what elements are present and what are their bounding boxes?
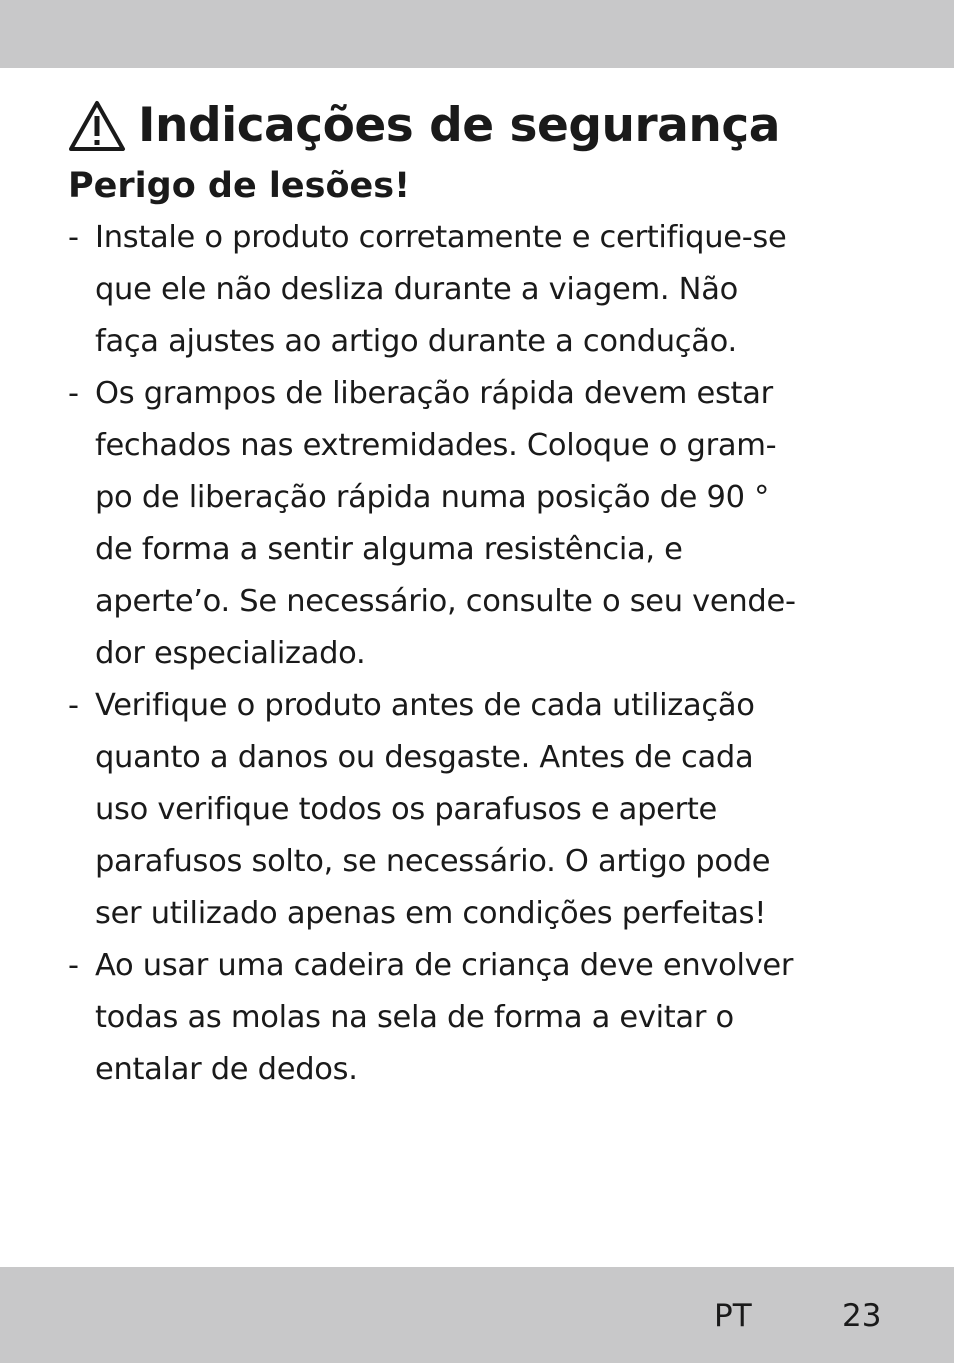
text-line: parafusos solto, se necessário. O artigo pode bbox=[95, 844, 771, 879]
list-dash: - bbox=[68, 688, 79, 723]
text-line: Ao usar uma cadeira de criança deve envolver bbox=[95, 948, 794, 983]
text-line: que ele não desliza durante a viagem. Não bbox=[95, 272, 738, 307]
text-line: quanto a danos ou desgaste. Antes de cada bbox=[95, 740, 754, 775]
page-number: 23 bbox=[842, 1298, 882, 1334]
footer-band bbox=[0, 1267, 954, 1363]
text-line: fechados nas extremidades. Coloque o gram- bbox=[95, 428, 777, 463]
list-dash: - bbox=[68, 948, 79, 983]
safety-section bbox=[68, 92, 888, 1096]
page-title bbox=[68, 92, 888, 160]
list-dash: - bbox=[68, 220, 79, 255]
text-line: Instale o produto corretamente e certifique-se bbox=[95, 220, 787, 255]
top-band bbox=[0, 0, 954, 68]
section-subtitle: Perigo de lesões! bbox=[68, 166, 411, 206]
safety-list bbox=[68, 212, 888, 1096]
list-item bbox=[68, 212, 888, 368]
text-line: Verifique o produto antes de cada utilização bbox=[95, 688, 755, 723]
text-line: todas as molas na sela de forma a evitar o bbox=[95, 1000, 734, 1035]
footer-language: PT bbox=[714, 1298, 752, 1334]
list-item bbox=[68, 368, 888, 680]
text-line: de forma a sentir alguma resistência, e bbox=[95, 532, 683, 567]
page-title-text: Indicações de segurança bbox=[138, 98, 780, 153]
text-line: entalar de dedos. bbox=[95, 1052, 358, 1087]
warning-triangle-icon bbox=[68, 100, 126, 152]
list-item bbox=[68, 680, 888, 940]
text-line: ser utilizado apenas em condições perfeitas! bbox=[95, 896, 767, 931]
list-item bbox=[68, 940, 888, 1096]
text-line: faça ajustes ao artigo durante a condução. bbox=[95, 324, 737, 359]
text-line: po de liberação rápida numa posição de 90 ° bbox=[95, 480, 770, 515]
text-line: Os grampos de liberação rápida devem estar bbox=[95, 376, 773, 411]
text-line: dor especializado. bbox=[95, 636, 366, 671]
list-dash: - bbox=[68, 376, 79, 411]
text-line: uso verifique todos os parafusos e aperte bbox=[95, 792, 717, 827]
text-line: aperte’o. Se necessário, consulte o seu vende- bbox=[95, 584, 796, 619]
